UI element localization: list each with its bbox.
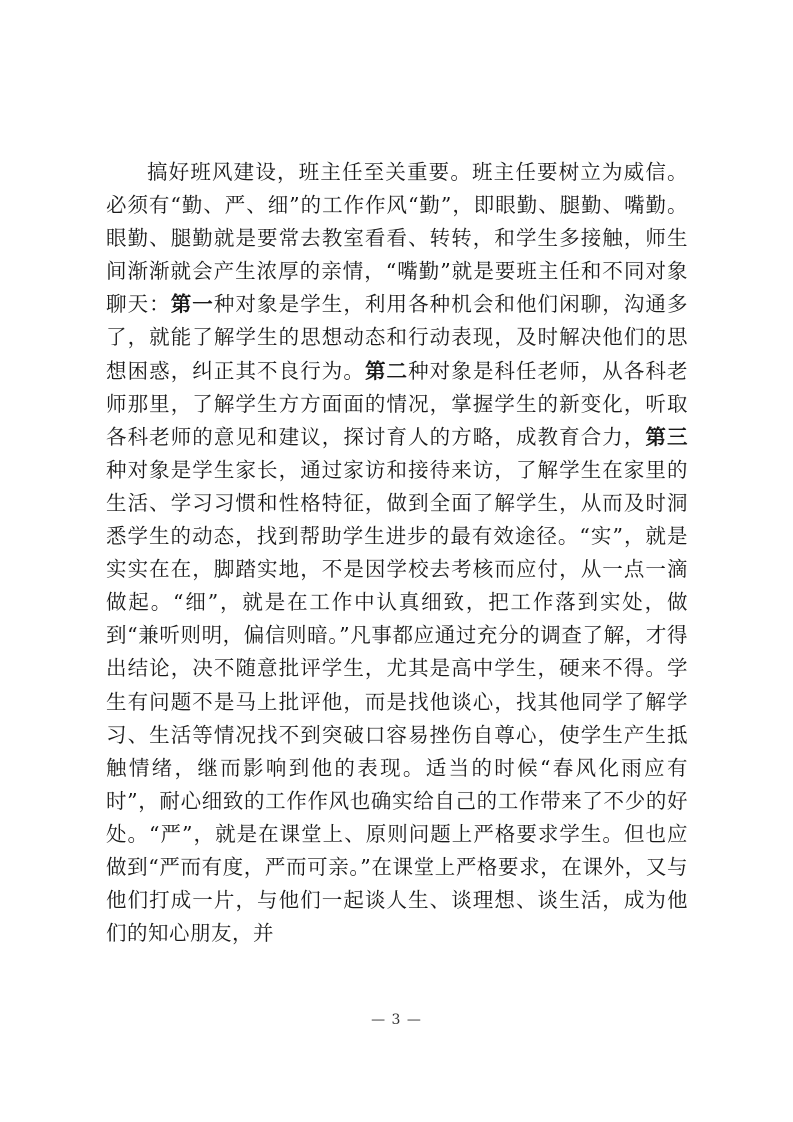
- bold-ordinal-third: 第三: [645, 424, 688, 449]
- text-segment: 种对象是学生，利用各种机会和他们闲聊，沟通多了，就能了解学生的思想动态和行动表现，及时解决他们的思想困惑，纠正其不良行为。: [106, 292, 689, 383]
- bold-ordinal-second: 第二: [364, 358, 409, 383]
- page-number: — 3 —: [371, 1012, 422, 1028]
- body-paragraph: [106, 156, 688, 950]
- bold-ordinal-first: 第一: [170, 292, 214, 317]
- text-segment: 种对象是学生家长，通过家访和接待来访，了解学生在家里的生活、学习习惯和性格特征，做到全面了解学生，从而及时洞悉学生的动态，找到帮助学生进步的最有效途径。“实”，就是实实在在，脚踏实地，不是因学校去考核而应付，从一点一滴做起。“细”，就是在工作中认真细致，把工作落到实处，做到“兼听则明，偏信则暗。”凡事都应通过充分的调查了解，才得出结论，决不随意批评学生，尤其是高中学生，硬来不得。学生有问题不是马上批评他，而是找他谈心，找其他同学了解学习、生活等情况找不到突破口容易挫伤自尊心，使学生产生抵触情绪，继而影响到他的表现。适当的时候“春风化雨应有时”，耐心细致的工作作风也确实给自己的工作带来了不少的好处。“严”，就是在课堂上、原则问题上严格要求学生。但也应做到“严而有度，严而可亲。”在课堂上严格要求，在课外，又与他们打成一片，与他们一起谈人生、谈理想、谈生活，成为他们的知心朋友，并: [106, 457, 688, 946]
- text-segment: 搞好班风建设，班主任至关重要。班主任要树立为威信。必须有“勤、严、细”的工作作风“勤”，即眼勤、腿勤、嘴勤。眼勤、腿勤就是要常去教室看看、转转，和学生多接触，师生间渐渐就会产生浓厚的亲情，“嘴勤”就是要班主任和不同对象聊天：: [106, 160, 688, 317]
- text-segment: 种对象是科任老师，从各科老师那里，了解学生方方面面的情况，掌握学生的新变化，听取各科老师的意见和建议，探讨育人的方略，成教育合力，: [106, 358, 689, 449]
